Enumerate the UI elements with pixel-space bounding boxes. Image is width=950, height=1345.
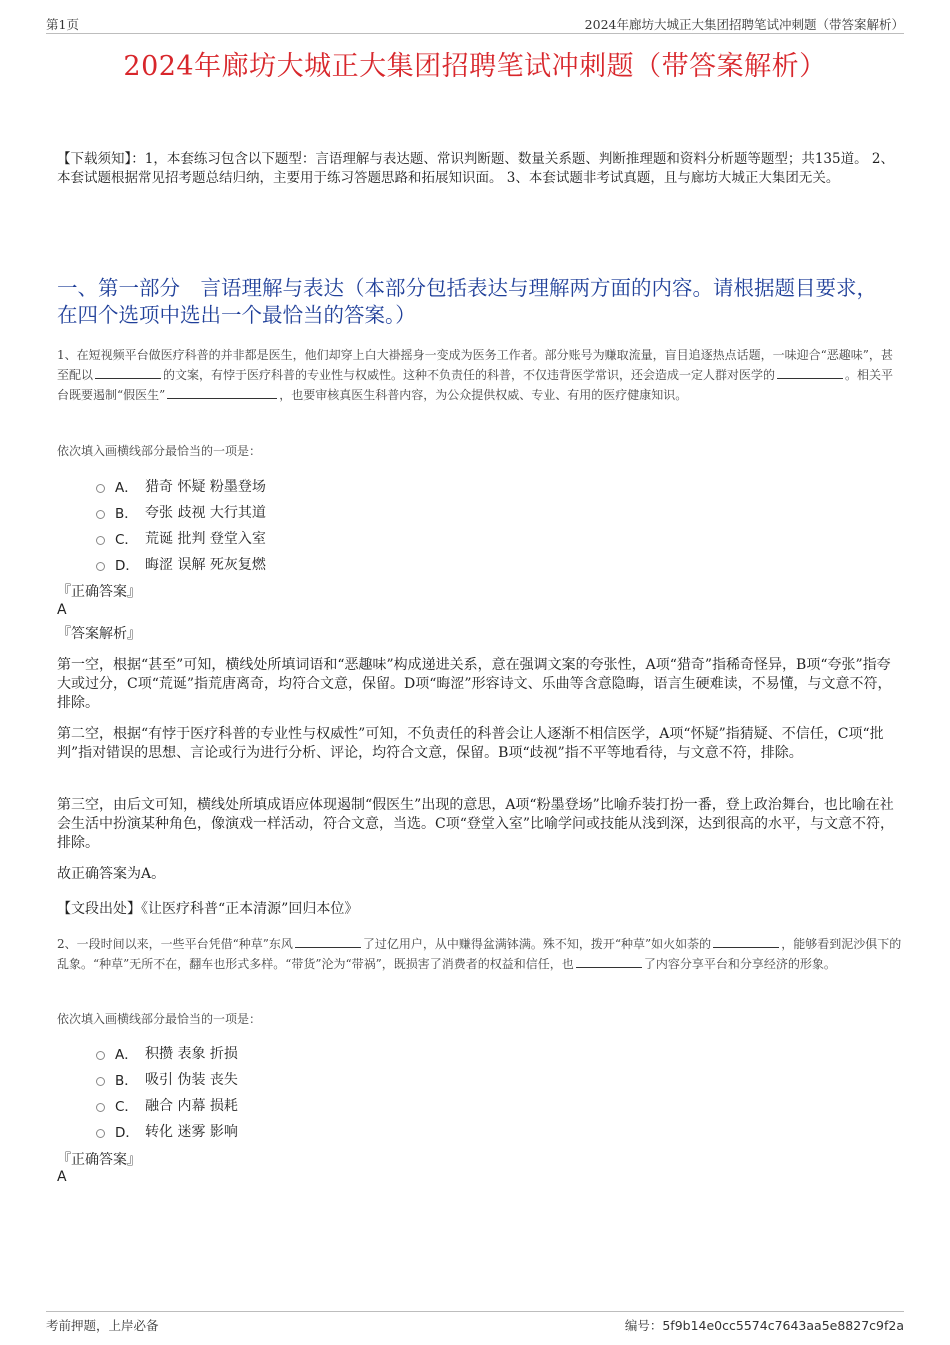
option-d[interactable]: D． 晦涩 误解 死灰复燃 xyxy=(96,551,266,577)
document-title: 2024年廊坊大城正大集团招聘笔试冲刺题（带答案解析） xyxy=(123,51,827,82)
passage-source: 【文段出处】《让医疗科普“正本清源”回归本位》 xyxy=(57,901,359,917)
fill-blank xyxy=(777,365,843,379)
question-2-prompt: 依次填入画横线部分最恰当的一项是： xyxy=(57,1012,262,1026)
option-c[interactable]: C． 融合 内幕 损耗 xyxy=(96,1092,238,1118)
fill-blank xyxy=(167,385,277,399)
download-notice: 【下载须知】：1，本套练习包含以下题型：言语理解与表达题、常识判断题、数量关系题、判断推理题和资料分析题等题型；共135道。 2、本套试题根据常见招考题总结归纳，主要用于练习答题思路和拓展知识面。 3、本套试题非考试真题，且与廊坊大城正大集团无关。 xyxy=(57,151,894,186)
option-a[interactable]: A． 猎奇 怀疑 粉墨登场 xyxy=(96,473,266,499)
radio-icon[interactable] xyxy=(96,1129,105,1138)
analysis-paragraph-1: 第一空，根据“甚至”可知，横线处所填词语和“恶趣味”构成递进关系，意在强调文案的夸张性，A项“猎奇”指稀奇怪异，B项“夸张”指夸大或过分，C项“荒诞”指荒唐离奇，均符合文意，保留。D项“晦涩”形容诗文、乐曲等含意隐晦，语言生硬难读，不易懂，与文意不符，排除。 xyxy=(57,657,892,711)
question-1-text: 1、在短视频平台做医疗科普的并非都是医生，他们却穿上白大褂摇身一变成为医务工作者。部分账号为赚取流量，盲目追逐热点话题，一味迎合“恶趣味”，甚至配以 的文案，有悖于医疗科普的专业性与权威性。这种不负责任的科普，不仅违背医学常识，还会造成一定人群对医学的 。相关平台既要遏制“假医生” ，也要审核真医生科普内容，为公众提供权威、专业、有用的医疗健康知识。 xyxy=(57,348,894,402)
radio-icon[interactable] xyxy=(96,1103,105,1112)
question-1-options xyxy=(96,473,266,577)
radio-icon[interactable] xyxy=(96,536,105,545)
page-number: 第1页 xyxy=(46,17,79,32)
fill-blank xyxy=(95,365,161,379)
footer-slogan: 考前押题，上岸必备 xyxy=(46,1318,159,1333)
correct-answer: A xyxy=(57,1169,67,1185)
analysis-conclusion: 故正确答案为A。 xyxy=(57,866,166,882)
radio-icon[interactable] xyxy=(96,1051,105,1060)
analysis-paragraph-3: 第三空，由后文可知，横线处所填成语应体现遏制“假医生”出现的意思，A项“粉墨登场”比喻乔装打扮一番，登上政治舞台，也比喻在社会生活中扮演某种角色，像演戏一样活动，符合文意，当选。C项“登堂入室”比喻学问或技能从浅到深，达到很高的水平，与文意不符，排除。 xyxy=(57,797,895,851)
radio-icon[interactable] xyxy=(96,1077,105,1086)
radio-icon[interactable] xyxy=(96,510,105,519)
fill-blank xyxy=(713,934,779,948)
fill-blank xyxy=(576,954,642,968)
correct-answer-label: 『正确答案』 xyxy=(57,1152,141,1168)
fill-blank xyxy=(295,934,361,948)
question-2-text: 2、一段时间以来，一些平台凭借“种草”东风 了过亿用户，从中赚得盆满钵满。殊不知，拨开“种草”如火如荼的 ，能够看到泥沙俱下的乱象。“种草”无所不在，翻车也形式多样。“带货”沦为“带祸”，既损害了消费者的权益和信任，也 了内容分享平台和分享经济的形象。 xyxy=(57,934,902,974)
radio-icon[interactable] xyxy=(96,484,105,493)
page-header xyxy=(46,13,904,34)
option-b[interactable]: B． 夸张 歧视 大行其道 xyxy=(96,499,266,525)
header-doc-title: 2024年廊坊大城正大集团招聘笔试冲刺题（带答案解析） xyxy=(584,17,904,32)
correct-answer: A xyxy=(57,602,67,618)
page-footer xyxy=(46,1311,904,1334)
option-d[interactable]: D． 转化 迷雾 影响 xyxy=(96,1118,238,1144)
option-a[interactable]: A． 积攒 表象 折损 xyxy=(96,1040,238,1066)
analysis-paragraph-2: 第二空，根据“有悖于医疗科普的专业性与权威性”可知，不负责任的科普会让人逐渐不相信医学，A项“怀疑”指猜疑、不信任，C项“批判”指对错误的思想、言论或行为进行分析、评论，均符合文意，保留。B项“歧视”指不平等地看待，与文意不符，排除。 xyxy=(57,726,884,761)
radio-icon[interactable] xyxy=(96,562,105,571)
section-heading: 一、第一部分 言语理解与表达（本部分包括表达与理解两方面的内容。请根据题目要求，在四个选项中选出一个最恰当的答案。） xyxy=(57,276,877,327)
option-b[interactable]: B． 吸引 伪装 丧失 xyxy=(96,1066,238,1092)
analysis-label: 『答案解析』 xyxy=(57,626,141,642)
question-2-options xyxy=(96,1040,238,1144)
option-c[interactable]: C． 荒诞 批判 登堂入室 xyxy=(96,525,266,551)
document-code: 编号：5f9b14e0cc5574c7643aa5e8827c9f2a xyxy=(624,1318,904,1333)
correct-answer-label: 『正确答案』 xyxy=(57,584,141,600)
question-1-prompt: 依次填入画横线部分最恰当的一项是： xyxy=(57,444,262,458)
